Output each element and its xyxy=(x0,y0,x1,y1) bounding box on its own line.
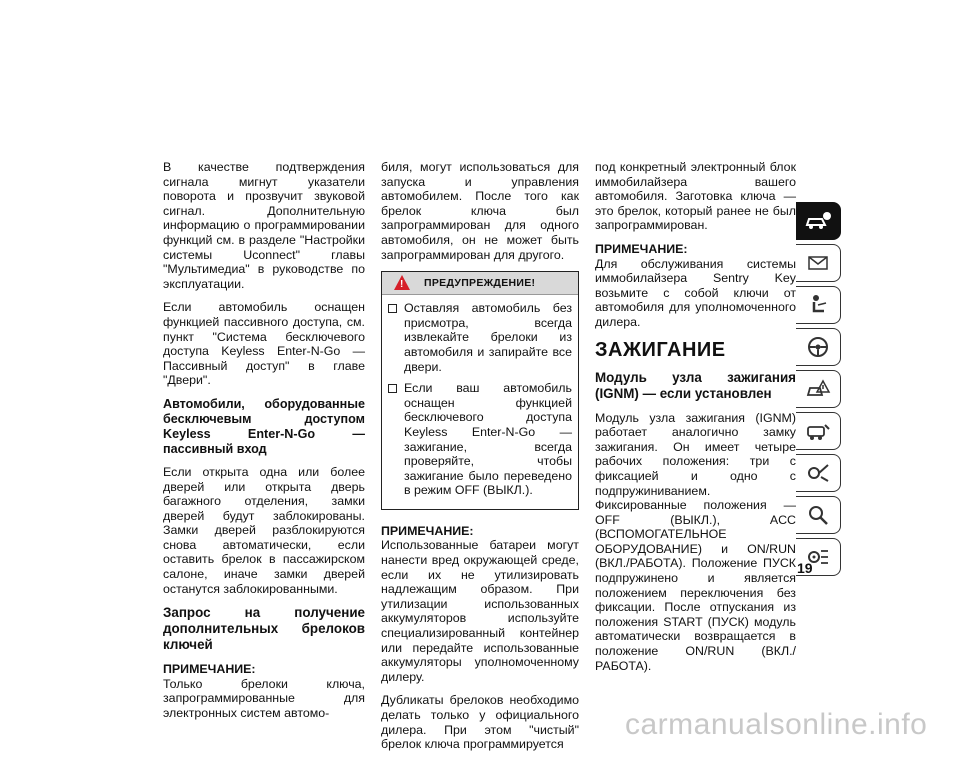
tab-warning-car[interactable] xyxy=(796,370,841,408)
steering-wheel-icon xyxy=(804,335,832,359)
column-1 xyxy=(163,160,365,730)
car-service-icon xyxy=(804,419,832,443)
warning-box xyxy=(381,271,579,510)
tools-icon xyxy=(804,461,832,485)
warning-item: Оставляя автомобиль без присмотра, всегда извлекайте брелоки из автомобиля и запирайте все двери. xyxy=(388,301,572,374)
column-3 xyxy=(595,160,796,682)
tab-tools[interactable] xyxy=(796,454,841,492)
paragraph: В качестве подтверждения сигнала мигнут указатели поворота и прозвучит звуковой сигнал. Дополнительную информацию о программировании функций см. в разделе "Настройки системы Uconnect" главы "Мультимедиа" в руководстве по эксплуатации. xyxy=(163,160,365,291)
note-heading: ПРИМЕЧАНИЕ: xyxy=(381,523,474,538)
warning-item: Если ваш автомобиль оснащен функцией бесключевого доступа Keyless Enter-N-Go — зажигание, всегда проверяйте, чтобы зажигание было переведено в режим OFF (ВЫКЛ.). xyxy=(388,381,572,498)
tab-search[interactable] xyxy=(796,496,841,534)
note-text: Только брелоки ключа, запрограммированные для электронных систем автомо- xyxy=(163,676,365,721)
paragraph: Если открыта одна или более дверей или открыта дверь багажного отделения, замки дверей будут заблокированы. Замки дверей разблокируются снова автоматически, если оставить брелок в пассажирском салоне, иначе замки дверей останутся заблокированными. xyxy=(163,464,365,596)
paragraph: биля, могут использоваться для запуска и управления автомобилем. После того как брелок ключа был запрограммирован для одного автомобиля, он не может быть запрограммирован для другого. xyxy=(381,160,579,262)
tab-seat[interactable] xyxy=(796,286,841,324)
warning-list xyxy=(382,295,578,509)
mail-icon xyxy=(804,251,832,275)
warning-header xyxy=(382,272,578,295)
subsection-title: Модуль узла зажигания (IGNM) — если установлен xyxy=(595,369,796,401)
chapter-tabs xyxy=(796,202,842,580)
tab-steering[interactable] xyxy=(796,328,841,366)
paragraph: под конкретный электронный блок иммобилайзера вашего автомобиля. Заготовка ключа — это брелок, который ранее не был запрограммирован. xyxy=(595,160,796,233)
note-heading: ПРИМЕЧАНИЕ: xyxy=(595,241,688,256)
seat-icon xyxy=(804,293,832,317)
column-2 xyxy=(381,160,579,761)
paragraph: Модуль узла зажигания (IGNM) работает аналогично замку зажигания. Он имеет четыре рабочих положения: три с фиксацией и одно с подпружиниванием. Фиксированные положения — OFF (ВЫКЛ.), ACC (ВСПОМОГАТЕЛЬНОЕ ОБОРУДОВАНИЕ) и ON/RUN (ВКЛ./РАБОТА). Положение ПУСК подпружинено и является положением переключения без фиксации. После отпускания из положения START (ПУСК) модуль автоматически возвращается в положение ON/RUN (ВКЛ./РАБОТА). xyxy=(595,410,796,673)
warning-triangle-icon xyxy=(394,275,410,290)
note-heading: ПРИМЕЧАНИЕ: xyxy=(163,662,256,677)
paragraph: Дубликаты брелоков необходимо делать только у официального дилера. При этом "чистый" брелок ключа программируется xyxy=(381,693,579,752)
warning-car-icon xyxy=(804,377,832,401)
tab-car-info[interactable] xyxy=(796,202,841,240)
car-info-icon xyxy=(804,209,832,233)
tab-mail[interactable] xyxy=(796,244,841,282)
heading: Запрос на получение дополнительных брелоков ключей xyxy=(163,605,365,653)
note-text: Использованные батареи могут нанести вред окружающей среде, если их не утилизировать надлежащим образом. При утилизации использованных аккумуляторов используйте специализированный контейнер или передайте использованные аккумуляторы уполномоченному дилеру. xyxy=(381,538,579,684)
paragraph: Если автомобиль оснащен функцией пассивного доступа, см. пункт "Система бесключевого доступа Keyless Enter-N-Go — Пассивный доступ" в главе "Двери". xyxy=(163,300,365,388)
heading: Автомобили, оборудованные бесключевым доступом Keyless Enter-N-Go — пассивный вход xyxy=(163,396,365,456)
watermark: carmanualsonline.info xyxy=(625,708,928,741)
section-title: ЗАЖИГАНИЕ xyxy=(595,338,726,361)
note-text: Для обслуживания системы иммобилайзера Sentry Key возьмите с собой ключи от автомобиля для уполномоченного дилера. xyxy=(595,256,796,329)
page-number: 19 xyxy=(797,560,813,576)
warning-title: ПРЕДУПРЕЖДЕНИЕ! xyxy=(424,277,536,290)
magnifier-icon xyxy=(804,503,832,527)
tab-car-service[interactable] xyxy=(796,412,841,450)
